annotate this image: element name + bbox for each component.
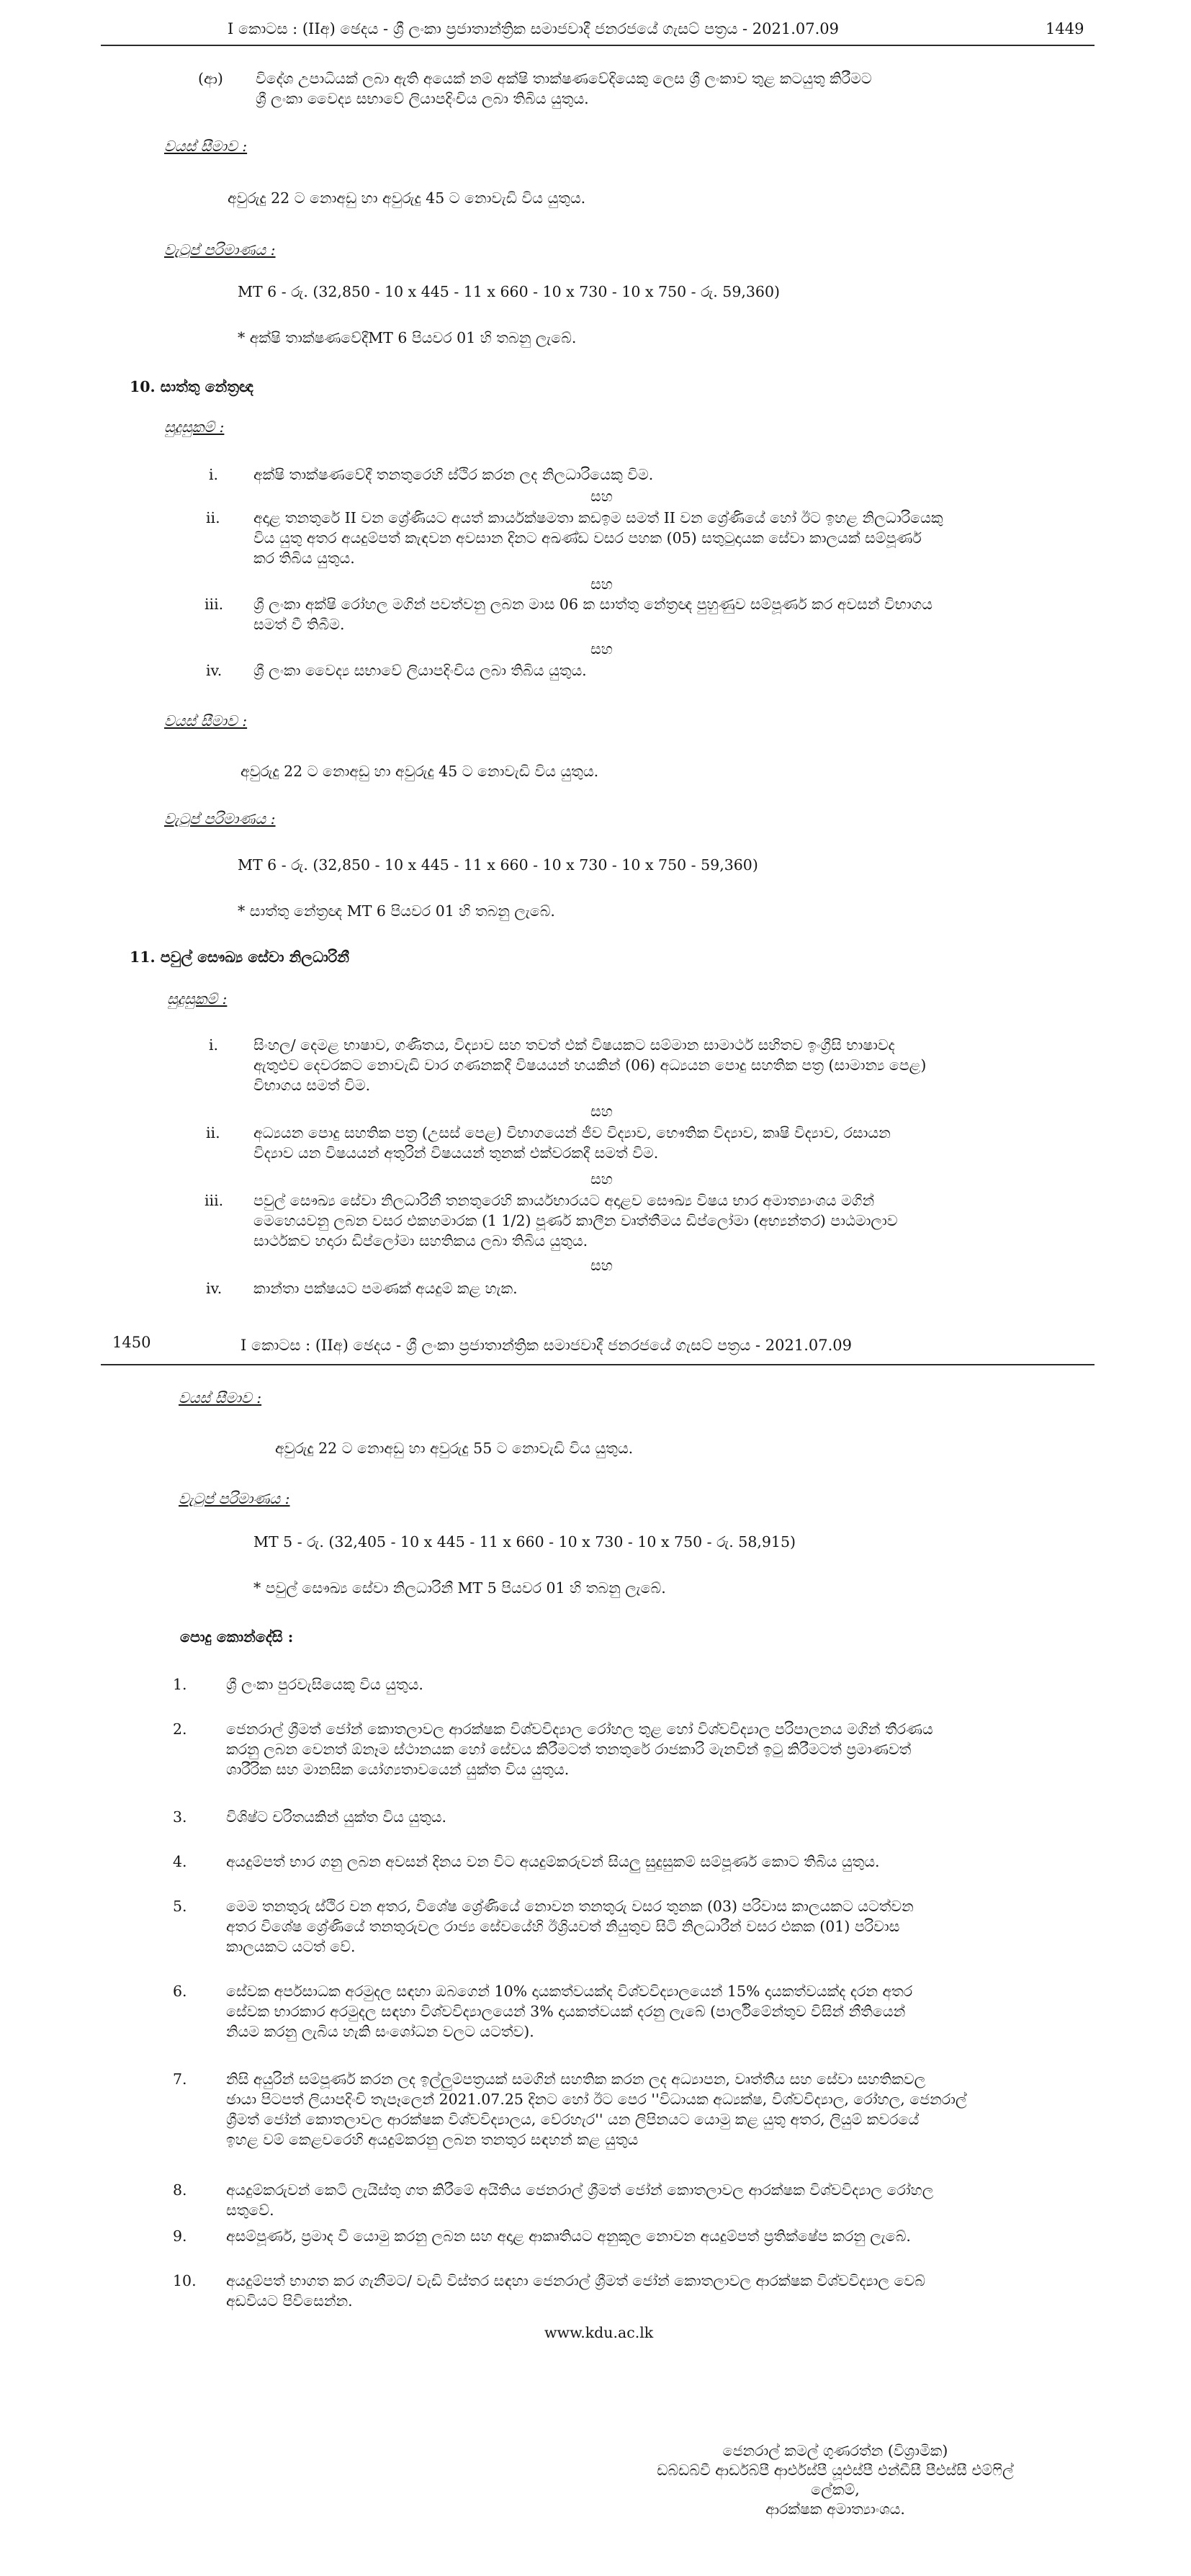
and-connector: සහ xyxy=(590,488,613,505)
item-line: අධ්‍යයන පොදු සහතික පත්‍ර (උසස් පෙළ) විභාගයෙන් ජීව විද්‍යාව, භෞතික විද්‍යාව, කෘෂි විද්‍යාව, රසායන xyxy=(253,1124,891,1141)
salary-heading: වැටුප් පරිමාණය : xyxy=(164,241,276,259)
condition-number: 10. xyxy=(173,2272,197,2289)
condition-number: 4. xyxy=(173,1853,187,1870)
item-aa-line: විදේශ උපාධියක් ලබා ඇති අයෙක් නම් අක්ෂි තාක්ෂණවේදියෙකු ලෙස ශ්‍රී ලංකාව තුළ කටයුතු කිරීමට xyxy=(256,70,872,87)
age-limit-text: අවුරුදු 22 ට නොඅඩු හා අවුරුදු 45 ට නොවැඩි විය යුතුය. xyxy=(241,763,599,780)
condition-line: සේවක අර්පසාධක අරමුදල සඳහා ඔබගෙන් 10% දායකත්වයක්ද විශ්වවිද්‍යාලයෙන් 15% දායකත්වයක්ද දරන අතර xyxy=(226,1983,913,2000)
item-line: සිංහල/ දෙමළ භාෂාව, ගණිතය, විද්‍යාව සහ තවත් එක් විෂයකට සම්මාන සාමාර්ථ සහිතව ඉංග්‍රීසි භාෂාවද xyxy=(253,1036,895,1054)
and-connector: සහ xyxy=(590,1103,613,1120)
item-line: විය යුතු අතර අයදුම්පත් කැඳවන අවසාන දිනට අඛණ්ඩ වසර පහක (05) සතුටුදායක සේවා කාලයක් සම්පූර්ණ xyxy=(253,529,922,547)
header-divider xyxy=(101,1364,1095,1365)
item-text: අක්ෂි තාක්ෂණවේදී තනතුරෙහි ස්ථිර කරන ලද නිලධාරියෙකු විම. xyxy=(253,466,654,483)
condition-number: 8. xyxy=(173,2181,187,2199)
condition-number: 2. xyxy=(173,1720,187,1738)
section-title: 11. පවුල් සෞඛ්‍ය සේවා නිලධාරිනී xyxy=(130,948,349,966)
signatory-ministry: ආරක්ෂක අමාත්‍යාංශය. xyxy=(765,2500,905,2518)
item-line: අදාළ තනතුරේ II වන ශ්‍රේණියට අයත් කාර්යක්ෂමතා කඩඉම සමත් II වන ශ්‍රේණියේ හෝ ඊට ඉහළ නිලධාරියෙකු xyxy=(253,509,943,526)
condition-line: මෙම තනතුරු ස්ථිර වන අතර, විශේෂ ශ්‍රේණියේ නොවන තනතුරු වසර තුනක (03) පරිවාස කාලයකට යටත්වන xyxy=(226,1898,914,1915)
item-line: සමත් වී තිබීම. xyxy=(253,616,345,633)
condition-line: අඩවියට පිවිසෙන්න. xyxy=(226,2292,353,2310)
condition-number: 1. xyxy=(173,1676,187,1693)
salary-note: * සාත්තු නේත්‍රඥ MT 6 පියවර 01 හි තබනු ලැබේ. xyxy=(238,902,555,920)
condition-line: ඉහළ වම් කෙළවරෙහි අයදුම්කරනු ලබන තනතුර සඳහන් කළ යුතුය xyxy=(226,2131,639,2148)
page-number: 1449 xyxy=(1046,20,1084,37)
item-line: කර තිබිය යුතුය. xyxy=(253,549,355,567)
item-line: පවුල් සෞඛ්‍ය සේවා නිලධාරිනී තනතුරෙහි කාර්යභාරයට අදාළව සෞඛ්‍ය විෂය භාර අමාත්‍යාංශය මගින් xyxy=(253,1192,875,1209)
item-label: iii. xyxy=(205,596,224,613)
condition-line: අයදුම්පත් භාර ගනු ලබන අවසන් දිනය වන විට අයදුම්කරුවන් සියලු සුදුසුකම් සම්පූර්ණ කොට තිබිය යුතුය. xyxy=(226,1853,880,1870)
salary-note: * අක්ෂි තාක්ෂණවේදීMT 6 පියවර 01 හි තබනු ලැබේ. xyxy=(238,329,577,346)
signatory-titles: ඩබ්ඩබ්වී ආර්ඩබ්පී ආර්එස්පී යූඑස්පී එන්ඩීසී පීඑස්සී එම්ෆිල් xyxy=(657,2461,1014,2479)
qualifications-heading: සුදුසුකම් : xyxy=(167,990,228,1007)
item-line: සාර්ථකව හදාරා ඩිප්ලෝමා සහතිකය ලබා තිබිය යුතුය. xyxy=(253,1232,588,1249)
item-label: iii. xyxy=(205,1192,224,1209)
condition-line: නියම කරනු ලැබිය හැකි සංශෝධන වලට යටත්ව). xyxy=(226,2023,534,2040)
salary-scale: MT 5 - රු. (32,405 - 10 x 445 - 11 x 660 - 10 x 730 - 10 x 750 - රු. 58,915) xyxy=(253,1533,796,1550)
header-divider xyxy=(101,45,1095,46)
item-aa-line: ශ්‍රී ලංකා වෛද්‍ය සභාවේ ලියාපදිංචිය ලබා තිබිය යුතුය. xyxy=(256,90,589,107)
condition-line: ජෙනරාල් ශ්‍රීමත් ජෝන් කොතලාවල ආරක්ෂක විශ්වවිද්‍යාල රෝහල තුළ හෝ විශ්වවිද්‍යාල පරිපාලනය මගින් තීරණය xyxy=(226,1720,933,1738)
item-aa-label: (ආ) xyxy=(198,70,223,87)
section-title: 10. සාත්තු නේත්‍රඥ xyxy=(130,378,253,395)
website-text: www.kdu.ac.lk xyxy=(544,2324,654,2341)
age-limit-heading: වයස් සීමාව : xyxy=(179,1389,262,1406)
signatory-name: ජෙනරාල් කමල් ගුණරත්න (විශ්‍රාමික) xyxy=(722,2442,948,2459)
and-connector: සහ xyxy=(590,640,613,658)
salary-scale: MT 6 - රු. (32,850 - 10 x 445 - 11 x 660 - 10 x 730 - 10 x 750 - රු. 59,360) xyxy=(238,283,781,300)
item-text: ශ්‍රී ලංකා වෛද්‍ය සභාවේ ලියාපදිංචිය ලබා තිබිය යුතුය. xyxy=(253,662,587,679)
condition-number: 5. xyxy=(173,1898,187,1915)
page-header-title: I කොටස : (IIඅ) ඡෙදය - ශ්‍රී ලංකා ප්‍රජාතාන්ත්‍රික සමාජවාදී ජනරජයේ ගැසට් පත්‍රය - 2021.07.09 xyxy=(228,20,840,37)
condition-line: ශ්‍රීමත් ජෝන් කොතලාවල ආරක්ෂක විශ්වවිද්‍යාලය, වේරහැර'' යන ලිපිනයට යොමු කළ යුතු අතර, ලියුම් කවරයේ xyxy=(226,2111,920,2128)
item-label: iv. xyxy=(206,662,223,679)
condition-number: 9. xyxy=(173,2227,187,2245)
signature-block xyxy=(562,2441,1109,2519)
condition-line: අතර විශේෂ ශ්‍රේණියේ තනතුරුවල රාජ්‍ය සේවයේහි ඊශ්‍රියවත් නියුතුව සිටි නිලධාරීන් වසර එකක (01) පරිවාස xyxy=(226,1918,900,1935)
signatory-position: ලේකම්, xyxy=(811,2481,860,2498)
item-label: ii. xyxy=(206,509,220,526)
condition-line: අයදුම්පත් භාගත කර ගැනීමට/ වැඩි විස්තර සඳහා ජෙනරාල් ශ්‍රීමත් ජෝන් කොතලාවල ආරක්ෂක විශ්වවිද්‍යාල වෙබ් xyxy=(226,2272,925,2289)
item-line: ඇතුළුව දෙවරකට නොවැඩි වාර ගණනකදී විෂයයන් හයකින් (06) අධ්‍යයන පොදු සහතික පත්‍ර (සාමාන්‍ය පෙළ) xyxy=(253,1056,927,1074)
condition-line: කාලයකට යටත් වේ. xyxy=(226,1938,356,1955)
condition-line: ශ්‍රී ලංකා පුරවැසියෙකු විය යුතුය. xyxy=(226,1676,423,1693)
item-line: මෙහෙයවනු ලබන වසර එකහමාරක (1 1/2) පූර්ණ කාලීන වෘත්තීමය ඩිප්ලෝමා (අභ්‍යන්තර) පාඨමාලාව xyxy=(253,1212,898,1229)
condition-line: අයදුම්කරුවන් කෙටි ලැයිස්තු ගත කිරීමේ අයිතිය ජෙනරාල් ශ්‍රීමත් ජෝන් කොතලාවල ආරක්ෂක විශ්වවිද්‍යාල රෝහල xyxy=(226,2181,934,2199)
condition-line: නිසි අයුරින් සම්පූර්ණ කරන ලද ඉල්ලුම්පත්‍රයක් සමගින් සහතික කරන ලද අධ්‍යාපන, වෘත්තීය සහ සේවා සහතිකවල xyxy=(226,2070,926,2088)
condition-line: අසම්පූර්ණ, ප්‍රමාද වී යොමු කරනු ලබන සහ අදාළ ආකෘතියට අනුකූල නොවන අයදුම්පත් ප්‍රතික්ෂේප කරනු ලැබේ. xyxy=(226,2227,911,2245)
page-header-title: I කොටස : (IIඅ) ඡෙදය - ශ්‍රී ලංකා ප්‍රජාතාන්ත්‍රික සමාජවාදී ජනරජයේ ගැසට් පත්‍රය - 2021.07.09 xyxy=(241,1337,853,1354)
age-limit-heading: වයස් සීමාව : xyxy=(164,712,248,730)
condition-line: සේවක භාරකාර අරමුදල සඳහා විශ්වවිද්‍යාලයෙන් 3% දායකත්වයක් දරනු ලැබේ (පාර්ලිමේන්තුව විසින් නීතියෙන් xyxy=(226,2003,906,2020)
condition-number: 3. xyxy=(173,1808,187,1826)
age-limit-text: අවුරුදු 22 ට නොඅඩු හා අවුරුදු 55 ට නොවැඩි විය යුතුය. xyxy=(275,1440,634,1457)
salary-note: * පවුල් සෞඛ්‍ය සේවා නිලධාරිනී MT 5 පියවර 01 හි තබනු ලැබේ. xyxy=(253,1579,666,1597)
condition-number: 6. xyxy=(173,1983,187,2000)
and-connector: සහ xyxy=(590,1257,613,1274)
page-number: 1450 xyxy=(112,1334,151,1351)
salary-heading: වැටුප් පරිමාණය : xyxy=(179,1490,290,1507)
item-text: කාන්තා පක්ෂයට පමණක් අයදුම් කළ හැක. xyxy=(253,1280,518,1297)
item-line: විද්‍යාව යන විෂයයන් අතුරින් විෂයයන් තුනක් එක්වරකදී සමත් විම. xyxy=(253,1144,659,1162)
age-limit-text: අවුරුදු 22 ට නොඅඩු හා අවුරුදු 45 ට නොවැඩි විය යුතුය. xyxy=(228,189,586,207)
and-connector: සහ xyxy=(590,575,613,593)
item-label: ii. xyxy=(206,1124,220,1141)
item-label: i. xyxy=(209,466,219,483)
and-connector: සහ xyxy=(590,1170,613,1188)
item-line: විභාගය සමත් විම. xyxy=(253,1077,371,1094)
condition-line: ඡායා පිටපත් ලියාපදිංචි තැපෑලෙන් 2021.07.25 දිනට හෝ ඊට පෙර ''විධායක අධ්‍යක්ෂ, විශ්වවිද්‍යාල, රෝහල, ජෙනරාල් xyxy=(226,2091,967,2108)
condition-line: කරනු ලබන වෙනත් ඕනෑම ස්ථානයක හෝ සේවය කිරීමටත් තනතුරේ රාජකාරි මැනවින් ඉටු කිරීමටත් ප්‍රමාණවත් xyxy=(226,1741,912,1758)
condition-line: ශාරීරික සහ මානසික යෝග්‍යතාවයෙන් යුක්ත විය යුතුය. xyxy=(226,1761,570,1778)
qualifications-heading: සුදුසුකම් : xyxy=(164,418,225,436)
condition-number: 7. xyxy=(173,2070,187,2088)
salary-heading: වැටුප් පරිමාණය : xyxy=(164,810,276,827)
item-label: iv. xyxy=(206,1280,223,1297)
item-label: i. xyxy=(209,1036,219,1054)
general-conditions-title: පොදු කොන්දේසි : xyxy=(180,1628,294,1646)
age-limit-heading: වයස් සීමාව : xyxy=(164,138,248,155)
condition-line: විශිෂ්ට චරිතයකින් යුක්ත විය යුතුය. xyxy=(226,1808,447,1826)
salary-scale: MT 6 - රු. (32,850 - 10 x 445 - 11 x 660 - 10 x 730 - 10 x 750 - 59,360) xyxy=(238,856,758,874)
condition-line: සතුවේ. xyxy=(226,2202,274,2219)
item-line: ශ්‍රී ලංකා අක්ෂි රෝහල මගින් පවත්වනු ලබන මාස 06 ක සාත්තු නේත්‍රඥ පුහුණුව සම්පූර්ණ කර අවසන් විභාගය xyxy=(253,596,933,613)
